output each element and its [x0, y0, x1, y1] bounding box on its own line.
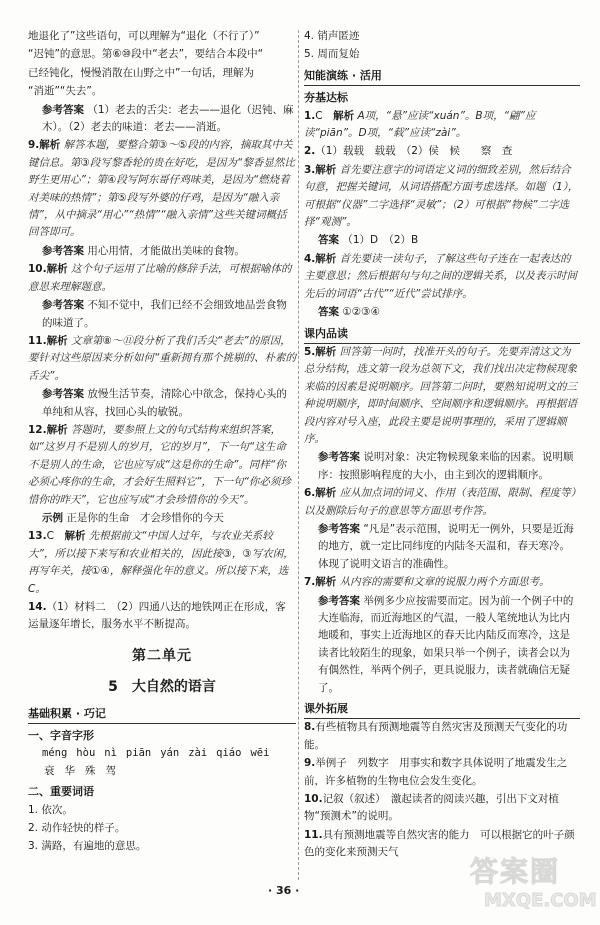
hanzi: 驾 [105, 764, 116, 777]
question-r4: 4.解析 首先要读一读句子，了解这些句子连在一起表达的主要意思；然后根据句与句之间的逻辑关系，以及表示时间先后的词语“古代”“近代”尝试排序。 [304, 252, 577, 300]
section-heading: 课内品读 [304, 325, 580, 344]
question-r3: 3.解析 首先要注意字的词语定义词的细致差别，然后结合句意，把握关键词，从词语搭配方面考虑选择。如题（1），可根据“仪器”二字选择“灵敏”；（2）可根据“物候”二字选择“观测”。 [304, 163, 579, 229]
section-heading: 知能演练 · 活用 [304, 67, 580, 86]
answer-r5: 参考答案 说明对象：决定物候现象来临的因素。说明顺序：按照影响程度的大小，由主到次的逻辑顺序。 [318, 451, 574, 481]
question-13: 13.C 解析 先根据前文“中国人过年，与农业关系较大”，所以接下来写和农业相关的，因此接③，③写农闲，再写年关，接①④，解释强化年的意义。所以接下来，选C。 [28, 530, 294, 595]
pinyin: zài [188, 747, 208, 760]
question-9: 9.解析 解答本题，要整合第③～⑤段的内容，摘取其中关键信息。第③段写黎香轮的贵在好吃，是因为“黎香显然比野生更用心”；第④段写阿东哥仔鸡味美，是因为“燃烧着对美味的热情”；第⑤段写外婆的仔鸡，是因为“融入亲情”，从中摘录“用心”“热情”“融入亲情”这些关键词概括回答即可。 [28, 139, 295, 239]
answer-r3: 答案 （1）D （2）B [318, 234, 419, 247]
text-line: 已经钝化，慢慢消散在山野之中”一句话，理解为 [28, 66, 254, 79]
hanzi: 衰 [44, 764, 55, 777]
question-10: 10.解析 这个句子运用了比喻的修辞手法，可根据喻体的意思来理解题意。 [28, 263, 292, 293]
subsection-heading: 夯基达标 [304, 91, 348, 105]
page-number: · 36 · [268, 884, 300, 897]
pinyin-row [28, 745, 296, 762]
vocab-item: 5. 周而复始 [304, 48, 360, 61]
answer-10: 参考答案 不知不觉中，我们已经不会细致地品尝食物的味道了。 [42, 299, 287, 329]
question-11: 11.解析 文章第⑧～⑪段分析了我们舌尖“老去”的原因，要针对这些原因来分析如何“重新拥有那个挑剔的、朴素的舌尖”。 [28, 334, 296, 382]
pinyin: hòu [76, 747, 96, 760]
pinyin: yán [160, 747, 180, 760]
hanzi: 华 [64, 764, 75, 777]
section-heading: 基础积累 · 巧记 [28, 705, 296, 724]
vocab-item: 4. 销声匿迹 [304, 30, 360, 42]
pinyin: wēi [250, 747, 270, 760]
question-12: 12.解析 答题时，要参照上文的句式结构来组织答案，如“这岁月不是别人的岁月，它的岁月”，下一句“这生命不是别人的生命，它也应写成“这是你的生命”。同样“你必须心疼你的生命，才会好生照料它”，下一句“你必须珍惜你的昨天”，它也应写成“才会珍惜你的今天”。 [28, 423, 291, 506]
watermark-text: 答案圈 [470, 855, 561, 888]
question-r7: 7.解析 从内容的需要和文章的说服力两个方面思考。 [304, 576, 550, 589]
question-14: 14.（1）材料二 （2）四通八达的地铁网正在形成，客运量逐年增长，服务水平不断提高。 [28, 601, 286, 631]
question-r8: 8.有些植物具有预测地震等自然灾害及预测天气变化的功能。 [304, 721, 568, 751]
answer-9: 参考答案 用心用情，才能做出美味的食物。 [42, 244, 245, 257]
column-divider [298, 30, 299, 880]
question-r1: 1.C 解析 A项，“悬”应读“xuán”。B项，“翩”应读“piān”。D项，“载”应读“zài”。 [304, 109, 536, 140]
subsection-heading: 二、重要词语 [28, 785, 94, 799]
pinyin: nì [104, 747, 117, 760]
watermark-logo [470, 850, 598, 922]
hanzi: 殊 [85, 764, 96, 777]
unit-title: 第二单元 [132, 647, 192, 664]
question-r5: 5.解析 回答第一问时，找准开头的句子。先要弄清这文为总分结构，选文第一段为总领下文，我们找出决定物候现象来临的因素是说明顺序。回答第二问时，要熟知说明文的三种说明顺序，即时间顺序、空间顺序和逻辑顺序。再根据语段内容对号入座，此段主要是说明事理的，采用了逻辑顺序。 [304, 345, 577, 445]
lesson-title: 5 大自然的语言 [108, 679, 216, 696]
answer-8: 参考答案 （1）老去的舌尖：老去——退化（迟钝、麻木）。（2）老去的味道：老去——消逝。 [42, 103, 294, 134]
vocab-item: 2. 动作轻快的样子。 [28, 822, 126, 835]
text-line: “消逝”“失去”。 [28, 85, 103, 98]
pinyin: méng [42, 747, 68, 760]
pinyin: piān [125, 747, 152, 760]
vocab-item: 3. 满路，有遍地的意思。 [28, 840, 147, 853]
right-column [304, 28, 580, 863]
left-column [28, 28, 296, 857]
answer-11: 参考答案 放慢生活节奏，清除心中欲念，保持心头的单纯和从容，找回心头的敏锐。 [42, 388, 287, 418]
text-line: 地退化了”这些语句，可以理解为“退化（不行了）” [28, 30, 260, 42]
example-12: 示例 正是你的生命 才会珍惜你的今天 [42, 511, 224, 524]
answer-r6: 参考答案 “凡是”表示范围，说明无一例外，只要是近海的地方，就一定比同纬度的内陆冬天温和，春天寒冷。体现了说明文语言的准确性。 [318, 522, 574, 570]
watermark-url: MXQE.COM [484, 890, 597, 911]
question-r11: 11.具有预测地震等自然灾害的能力 可以根据它的叶子颜色的变化来预测天气 [304, 828, 575, 859]
question-r9: 9.举例子 列数字 用事实和数字具体说明了地震发生之前，许多植物的生物电位会发生变化。 [304, 757, 568, 787]
pinyin: qiáo [216, 747, 242, 760]
answer-r7: 参考答案 举例多少应按需要而定。因为前一个例子中的大连临海，而近海地区的气温，一般人笔统地认为比内地暖和，事实上近海地区的春天比内陆反而寒冷，这是读者比较陌生的现象，如果只举一个例子，读者会以为有偶然性，举两个例子，更具说服力，读者就确信无疑了。 [318, 594, 574, 694]
question-r10: 10.记叙（叙述） 激起读者的阅读兴趣，引出下文对植物“预测术”的说明。 [304, 793, 559, 823]
hanzi-row [28, 763, 296, 780]
answer-r4: 答案 ①②③④ [318, 306, 380, 319]
text-line: “迟钝”的意思。第⑥⑩段中“老去”，要结合本段中“ [28, 48, 264, 61]
subsection-heading: 一、字音字形 [28, 729, 94, 743]
vocab-item: 1. 依次。 [28, 803, 73, 816]
question-r6: 6.解析 应从加点词的词义、作用（表范围、限制、程度等）以及删除后句子的意思等方面思考作答。 [304, 487, 576, 517]
section-heading: 课外拓展 [304, 700, 580, 719]
question-r2: 2.（1）载载 载载 （2）侯 候 察 查 [304, 145, 513, 158]
